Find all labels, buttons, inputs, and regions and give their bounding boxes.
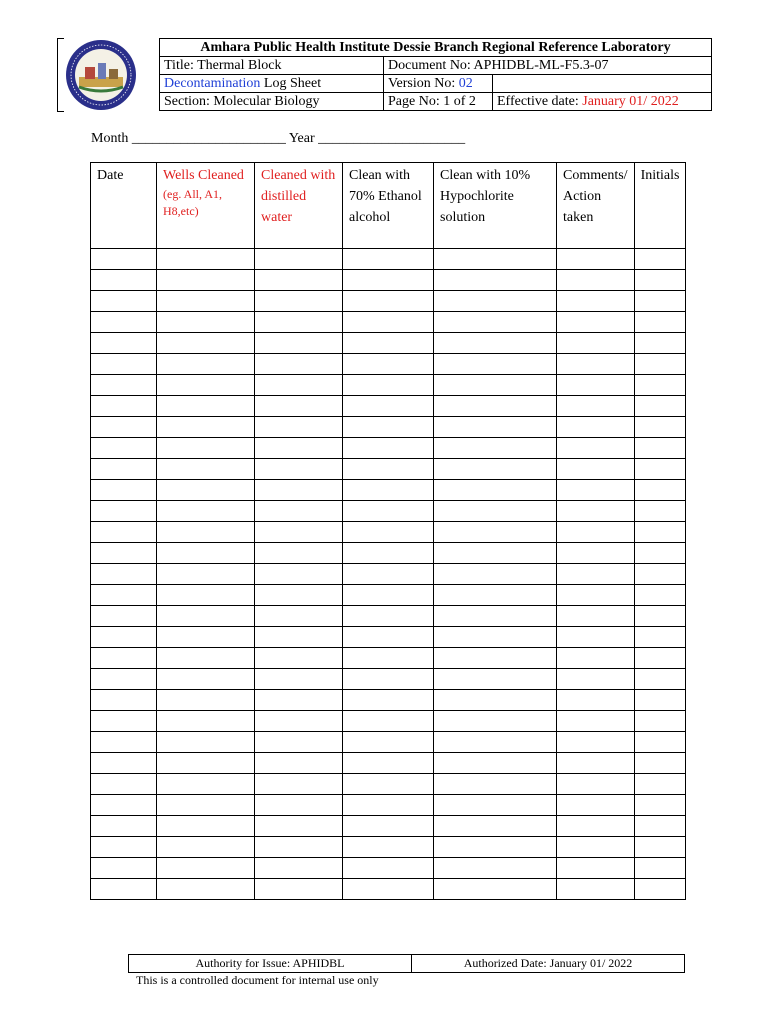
log-cell[interactable] [91, 333, 157, 354]
log-row [91, 333, 686, 354]
log-cell[interactable] [91, 648, 157, 669]
log-cell[interactable] [91, 270, 157, 291]
log-cell[interactable] [255, 774, 343, 795]
log-cell[interactable] [634, 627, 686, 648]
log-cell[interactable] [255, 564, 343, 585]
log-cell[interactable] [434, 711, 557, 732]
log-cell[interactable] [343, 396, 434, 417]
log-cell[interactable] [255, 417, 343, 438]
log-cell[interactable] [634, 522, 686, 543]
log-cell[interactable] [557, 291, 635, 312]
log-cell[interactable] [343, 333, 434, 354]
log-cell[interactable] [91, 375, 157, 396]
log-cell[interactable] [634, 312, 686, 333]
log-row [91, 417, 686, 438]
log-cell[interactable] [91, 606, 157, 627]
log-cell[interactable] [91, 690, 157, 711]
log-cell[interactable] [557, 690, 635, 711]
log-cell[interactable] [434, 375, 557, 396]
log-cell[interactable] [634, 795, 686, 816]
logo-bracket [57, 38, 64, 112]
log-cell[interactable] [557, 879, 635, 900]
document-title: Title: Thermal Block [160, 57, 384, 75]
col-hypochlorite: Clean with 10% Hypochlorite solution [434, 163, 557, 249]
log-row [91, 354, 686, 375]
log-cell[interactable] [343, 312, 434, 333]
log-cell[interactable] [634, 417, 686, 438]
log-row [91, 669, 686, 690]
log-cell[interactable] [634, 816, 686, 837]
log-row [91, 837, 686, 858]
log-cell[interactable] [343, 501, 434, 522]
log-cell[interactable] [157, 291, 255, 312]
log-cell[interactable] [557, 396, 635, 417]
log-cell[interactable] [434, 858, 557, 879]
log-cell[interactable] [91, 732, 157, 753]
log-cell[interactable] [91, 795, 157, 816]
log-cell[interactable] [343, 249, 434, 270]
authorized-date: Authorized Date: January 01/ 2022 [412, 955, 685, 973]
controlled-document-note: This is a controlled document for internal use only [136, 973, 379, 987]
version-blank [493, 75, 712, 93]
log-row [91, 774, 686, 795]
log-cell[interactable] [255, 627, 343, 648]
log-cell[interactable] [255, 585, 343, 606]
log-cell[interactable] [255, 501, 343, 522]
log-cell[interactable] [634, 606, 686, 627]
log-cell[interactable] [434, 249, 557, 270]
log-cell[interactable] [434, 438, 557, 459]
log-cell[interactable] [634, 585, 686, 606]
log-cell[interactable] [91, 312, 157, 333]
log-cell[interactable] [557, 333, 635, 354]
log-cell[interactable] [343, 480, 434, 501]
log-row [91, 312, 686, 333]
log-cell[interactable] [434, 270, 557, 291]
log-row [91, 249, 686, 270]
log-cell[interactable] [434, 417, 557, 438]
log-row [91, 438, 686, 459]
document-header-table [159, 38, 712, 111]
log-cell[interactable] [634, 648, 686, 669]
log-cell[interactable] [434, 480, 557, 501]
log-cell[interactable] [434, 543, 557, 564]
log-body [91, 249, 686, 900]
log-row [91, 732, 686, 753]
log-cell[interactable] [434, 774, 557, 795]
log-cell[interactable] [557, 312, 635, 333]
log-cell[interactable] [343, 837, 434, 858]
section-name: Section: Molecular Biology [160, 93, 384, 111]
institute-name: Amhara Public Health Institute Dessie Branch Regional Reference Laboratory [160, 39, 712, 57]
document-number: Document No: APHIDBL-ML-F5.3-07 [384, 57, 712, 75]
log-cell[interactable] [343, 858, 434, 879]
log-cell[interactable] [434, 627, 557, 648]
log-cell[interactable] [557, 669, 635, 690]
log-cell[interactable] [255, 459, 343, 480]
log-cell[interactable] [157, 564, 255, 585]
log-cell[interactable] [434, 669, 557, 690]
log-cell[interactable] [157, 879, 255, 900]
log-cell[interactable] [434, 459, 557, 480]
log-cell[interactable] [255, 879, 343, 900]
log-cell[interactable] [343, 438, 434, 459]
log-cell[interactable] [157, 375, 255, 396]
log-cell[interactable] [557, 417, 635, 438]
log-cell[interactable] [557, 606, 635, 627]
log-cell[interactable] [557, 858, 635, 879]
log-cell[interactable] [157, 543, 255, 564]
log-cell[interactable] [91, 669, 157, 690]
log-cell[interactable] [91, 774, 157, 795]
log-cell[interactable] [343, 795, 434, 816]
log-cell[interactable] [557, 438, 635, 459]
log-cell[interactable] [343, 669, 434, 690]
footer-table [128, 954, 685, 973]
log-cell[interactable] [157, 480, 255, 501]
log-cell[interactable] [255, 753, 343, 774]
log-row [91, 627, 686, 648]
log-cell[interactable] [557, 501, 635, 522]
log-row [91, 753, 686, 774]
log-row [91, 606, 686, 627]
log-row [91, 375, 686, 396]
wells-note: (eg. All, A1, H8,etc) [163, 187, 222, 218]
log-cell[interactable] [255, 333, 343, 354]
log-cell[interactable] [557, 522, 635, 543]
log-cell[interactable] [157, 774, 255, 795]
log-cell[interactable] [157, 816, 255, 837]
log-cell[interactable] [434, 522, 557, 543]
log-cell[interactable] [634, 480, 686, 501]
log-cell[interactable] [157, 459, 255, 480]
log-cell[interactable] [255, 732, 343, 753]
log-row [91, 564, 686, 585]
log-cell[interactable] [157, 270, 255, 291]
log-cell[interactable] [634, 270, 686, 291]
log-cell[interactable] [255, 354, 343, 375]
log-cell[interactable] [91, 711, 157, 732]
log-header-row [91, 163, 686, 249]
log-row [91, 501, 686, 522]
log-cell[interactable] [255, 816, 343, 837]
log-cell[interactable] [434, 753, 557, 774]
log-cell[interactable] [157, 606, 255, 627]
log-row [91, 585, 686, 606]
log-cell[interactable] [255, 543, 343, 564]
log-cell[interactable] [557, 249, 635, 270]
log-cell[interactable] [157, 648, 255, 669]
log-cell[interactable] [91, 291, 157, 312]
log-cell[interactable] [557, 543, 635, 564]
log-cell[interactable] [255, 480, 343, 501]
log-cell[interactable] [157, 501, 255, 522]
log-cell[interactable] [343, 585, 434, 606]
log-cell[interactable] [634, 354, 686, 375]
log-row [91, 816, 686, 837]
log-row [91, 396, 686, 417]
log-cell[interactable] [343, 627, 434, 648]
log-cell[interactable] [634, 291, 686, 312]
log-cell[interactable] [434, 648, 557, 669]
log-row [91, 522, 686, 543]
log-cell[interactable] [557, 585, 635, 606]
log-cell[interactable] [343, 732, 434, 753]
log-cell[interactable] [634, 333, 686, 354]
log-cell[interactable] [157, 522, 255, 543]
log-cell[interactable] [91, 564, 157, 585]
log-cell[interactable] [157, 669, 255, 690]
log-cell[interactable] [343, 711, 434, 732]
log-cell[interactable] [434, 333, 557, 354]
col-distilled-water: Cleaned with distilled water [255, 163, 343, 249]
log-cell[interactable] [634, 690, 686, 711]
log-cell[interactable] [343, 522, 434, 543]
log-cell[interactable] [434, 816, 557, 837]
log-cell[interactable] [634, 249, 686, 270]
log-cell[interactable] [157, 753, 255, 774]
log-row [91, 858, 686, 879]
log-cell[interactable] [343, 375, 434, 396]
log-cell[interactable] [343, 543, 434, 564]
log-cell[interactable] [557, 627, 635, 648]
log-cell[interactable] [91, 627, 157, 648]
log-cell[interactable] [91, 522, 157, 543]
log-cell[interactable] [634, 753, 686, 774]
log-cell[interactable] [343, 648, 434, 669]
document-title-cont: Decontamination Log Sheet [160, 75, 384, 93]
version-number: Version No: 02 [384, 75, 493, 93]
log-cell[interactable] [255, 858, 343, 879]
log-cell[interactable] [634, 837, 686, 858]
log-row [91, 480, 686, 501]
log-cell[interactable] [343, 354, 434, 375]
log-cell[interactable] [157, 627, 255, 648]
log-cell[interactable] [434, 732, 557, 753]
log-cell[interactable] [91, 753, 157, 774]
authority-for-issue: Authority for Issue: APHIDBL [129, 955, 412, 973]
log-cell[interactable] [343, 270, 434, 291]
log-cell[interactable] [343, 459, 434, 480]
log-cell[interactable] [434, 564, 557, 585]
log-cell[interactable] [343, 417, 434, 438]
log-cell[interactable] [343, 690, 434, 711]
log-cell[interactable] [557, 354, 635, 375]
log-cell[interactable] [255, 312, 343, 333]
log-cell[interactable] [255, 438, 343, 459]
log-cell[interactable] [255, 711, 343, 732]
log-cell[interactable] [157, 354, 255, 375]
log-cell[interactable] [434, 606, 557, 627]
log-cell[interactable] [157, 858, 255, 879]
log-row [91, 879, 686, 900]
log-cell[interactable] [255, 690, 343, 711]
log-cell[interactable] [255, 606, 343, 627]
log-cell[interactable] [91, 438, 157, 459]
log-cell[interactable] [557, 711, 635, 732]
log-cell[interactable] [91, 459, 157, 480]
log-cell[interactable] [91, 354, 157, 375]
log-cell[interactable] [634, 732, 686, 753]
log-cell[interactable] [634, 564, 686, 585]
log-cell[interactable] [91, 543, 157, 564]
log-cell[interactable] [255, 837, 343, 858]
log-cell[interactable] [634, 438, 686, 459]
decontamination-log-table [90, 162, 686, 900]
log-cell[interactable] [343, 774, 434, 795]
log-cell[interactable] [157, 333, 255, 354]
log-cell[interactable] [91, 396, 157, 417]
log-cell[interactable] [157, 732, 255, 753]
log-cell[interactable] [343, 816, 434, 837]
log-cell[interactable] [343, 606, 434, 627]
log-cell[interactable] [634, 459, 686, 480]
col-comments: Comments/ Action taken [557, 163, 635, 249]
log-cell[interactable] [557, 480, 635, 501]
log-cell[interactable] [255, 375, 343, 396]
log-cell[interactable] [157, 249, 255, 270]
log-cell[interactable] [557, 459, 635, 480]
log-cell[interactable] [434, 837, 557, 858]
month-year-line[interactable]: Month ______________________ Year _____________________ [91, 131, 466, 146]
log-cell[interactable] [557, 732, 635, 753]
log-cell[interactable] [91, 837, 157, 858]
log-row [91, 291, 686, 312]
institute-seal-logo [65, 39, 137, 111]
log-row [91, 459, 686, 480]
log-cell[interactable] [634, 375, 686, 396]
log-cell[interactable] [634, 501, 686, 522]
log-cell[interactable] [343, 291, 434, 312]
log-cell[interactable] [157, 417, 255, 438]
logo-frame [57, 38, 159, 112]
log-cell[interactable] [557, 375, 635, 396]
log-cell[interactable] [91, 879, 157, 900]
log-cell[interactable] [634, 543, 686, 564]
log-cell[interactable] [157, 585, 255, 606]
effective-date: Effective date: January 01/ 2022 [493, 93, 712, 111]
log-cell[interactable] [157, 438, 255, 459]
log-cell[interactable] [557, 816, 635, 837]
log-cell[interactable] [434, 795, 557, 816]
log-cell[interactable] [255, 648, 343, 669]
col-initials: Initials [634, 163, 686, 249]
log-cell[interactable] [255, 291, 343, 312]
log-cell[interactable] [157, 312, 255, 333]
log-cell[interactable] [434, 690, 557, 711]
col-date: Date [91, 163, 157, 249]
log-cell[interactable] [91, 858, 157, 879]
col-wells-cleaned: Wells Cleaned (eg. All, A1, H8,etc) [157, 163, 255, 249]
log-cell[interactable] [157, 795, 255, 816]
log-cell[interactable] [434, 501, 557, 522]
log-cell[interactable] [343, 753, 434, 774]
log-cell[interactable] [255, 522, 343, 543]
log-cell[interactable] [343, 879, 434, 900]
log-cell[interactable] [91, 480, 157, 501]
log-row [91, 795, 686, 816]
log-cell[interactable] [557, 270, 635, 291]
log-cell[interactable] [157, 396, 255, 417]
log-cell[interactable] [557, 795, 635, 816]
log-cell[interactable] [157, 837, 255, 858]
log-cell[interactable] [255, 270, 343, 291]
log-cell[interactable] [255, 396, 343, 417]
log-row [91, 270, 686, 291]
page-number: Page No: 1 of 2 [384, 93, 493, 111]
log-cell[interactable] [634, 711, 686, 732]
log-cell[interactable] [343, 564, 434, 585]
log-cell[interactable] [157, 711, 255, 732]
log-cell[interactable] [557, 837, 635, 858]
log-cell[interactable] [557, 648, 635, 669]
log-cell[interactable] [91, 816, 157, 837]
log-cell[interactable] [91, 501, 157, 522]
log-cell[interactable] [157, 690, 255, 711]
log-cell[interactable] [434, 396, 557, 417]
log-row [91, 648, 686, 669]
log-cell[interactable] [434, 291, 557, 312]
log-cell[interactable] [91, 417, 157, 438]
log-row [91, 543, 686, 564]
log-row [91, 690, 686, 711]
log-cell[interactable] [634, 669, 686, 690]
log-cell[interactable] [557, 753, 635, 774]
log-cell[interactable] [434, 585, 557, 606]
log-cell[interactable] [255, 249, 343, 270]
log-cell[interactable] [557, 774, 635, 795]
log-cell[interactable] [255, 669, 343, 690]
log-cell[interactable] [434, 312, 557, 333]
col-ethanol: Clean with 70% Ethanol alcohol [343, 163, 434, 249]
log-cell[interactable] [255, 795, 343, 816]
log-cell[interactable] [634, 858, 686, 879]
log-cell[interactable] [91, 585, 157, 606]
log-cell[interactable] [434, 354, 557, 375]
log-cell[interactable] [434, 879, 557, 900]
log-row [91, 711, 686, 732]
log-cell[interactable] [634, 774, 686, 795]
log-cell[interactable] [91, 249, 157, 270]
log-cell[interactable] [634, 396, 686, 417]
log-cell[interactable] [634, 879, 686, 900]
log-cell[interactable] [557, 564, 635, 585]
